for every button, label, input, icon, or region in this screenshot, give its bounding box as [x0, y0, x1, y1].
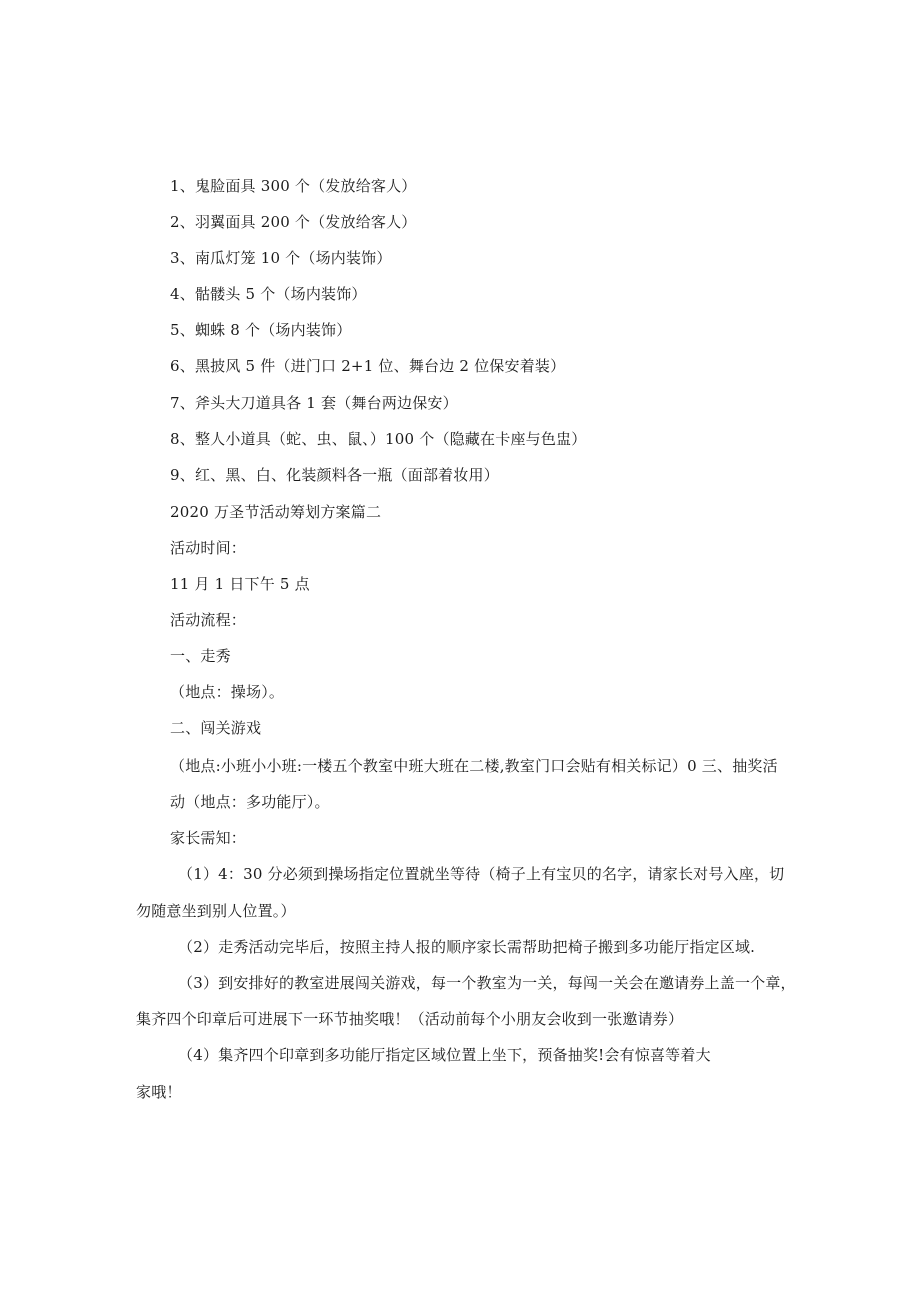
- flow-step-1: 一、走秀: [170, 647, 231, 665]
- notice-item-cont: 集齐四个印章后可进展下一环节抽奖哦！（活动前每个小朋友会收到一张邀请券）: [136, 1010, 684, 1028]
- list-item: 9、红、黑、白、化装颜料各一瓶（面部着妆用）: [170, 466, 499, 484]
- notice-item: （2）走秀活动完毕后，按照主持人报的顺序家长需帮助把椅子搬到多功能厅指定区域.: [178, 938, 756, 956]
- list-item: 5、蜘蛛 8 个（场内装饰）: [170, 321, 352, 339]
- notice-item-cont: 勿随意坐到别人位置。）: [136, 902, 296, 920]
- notice-item: （4）集齐四个印章到多功能厅指定区域位置上坐下，预备抽奖!会有惊喜等着大: [178, 1046, 711, 1064]
- list-item: 3、南瓜灯笼 10 个（场内装饰）: [170, 249, 392, 267]
- list-item: 6、黑披风 5 件（进门口 2+1 位、舞台边 2 位保安着装）: [170, 357, 566, 375]
- flow-step-1-place: （地点：操场）。: [170, 683, 285, 701]
- flow-label: 活动流程：: [170, 611, 247, 629]
- flow-step-2: 二、闯关游戏: [170, 719, 262, 737]
- time-value: 11 月 1 日下午 5 点: [170, 575, 310, 593]
- notice-item-cont: 家哦！: [136, 1083, 182, 1101]
- flow-step-2-place: （地点:小班小小班:一楼五个教室中班大班在二楼,教室门口会贴有相关标记）0 三、抽奖活: [170, 757, 778, 775]
- notice-label: 家长需知：: [170, 829, 247, 847]
- section-title: 2020 万圣节活动筹划方案篇二: [170, 503, 382, 521]
- list-item: 8、整人小道具（蛇、虫、鼠、）100 个（隐藏在卡座与色盅）: [170, 430, 587, 448]
- notice-item: （3）到安排好的教室进展闯关游戏，每一个教室为一关，每闯一关会在邀请券上盖一个章，: [178, 974, 796, 992]
- list-item: 7、斧头大刀道具各 1 套（舞台两边保安）: [170, 394, 458, 412]
- list-item: 4、骷髅头 5 个（场内装饰）: [170, 285, 367, 303]
- list-item: 1、鬼脸面具 300 个（发放给客人）: [170, 177, 417, 195]
- list-item: 2、羽翼面具 200 个（发放给客人）: [170, 213, 417, 231]
- time-label: 活动时间：: [170, 539, 247, 557]
- flow-step-2-place-cont: 动（地点：多功能厅）。: [170, 793, 330, 811]
- notice-item: （1）4：30 分必须到操场指定位置就坐等待（椅子上有宝贝的名字，请家长对号入座，切: [178, 865, 785, 883]
